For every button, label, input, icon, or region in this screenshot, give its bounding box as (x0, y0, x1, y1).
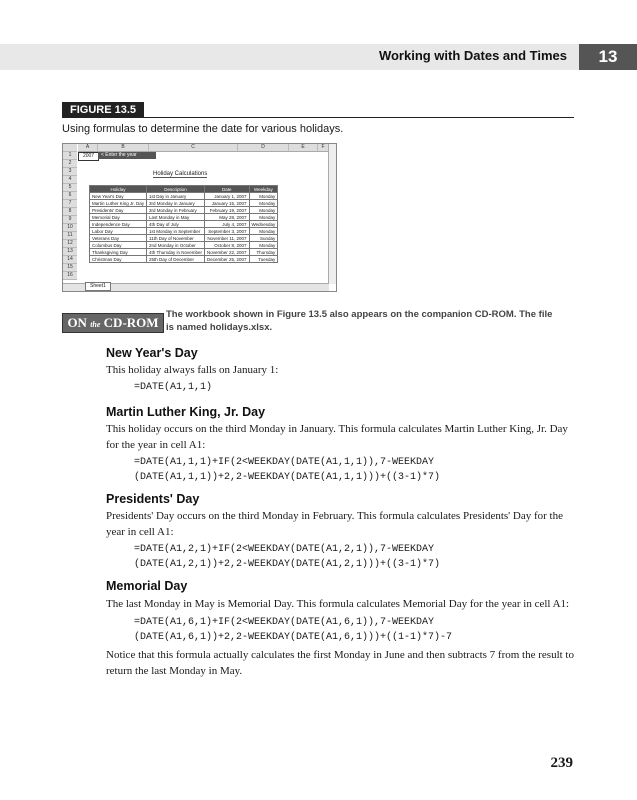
sheet-tab: Sheet1 (85, 282, 111, 291)
table-cell: November 22, 2007 (204, 249, 249, 256)
table-cell: Labor Day (90, 228, 147, 235)
chapter-number: 13 (579, 44, 637, 70)
cdrom-badge-cd: CD-ROM (103, 315, 159, 330)
table-cell: Thursday (249, 249, 278, 256)
closing-paragraph: Notice that this formula actually calculates the first Monday in June and then subtracts 7 from the result to return the last Monday in May. (106, 649, 574, 677)
table-cell: 25th Day of December (147, 256, 205, 263)
figure-rule (62, 117, 574, 118)
table-header: Holiday (90, 186, 147, 193)
table-cell: Last Monday in May (147, 214, 205, 221)
table-cell: 3rd Monday in January (147, 200, 205, 207)
table-cell: October 8, 2007 (204, 242, 249, 249)
table-cell: July 4, 2007 (204, 221, 249, 228)
table-cell: Independence Day (90, 221, 147, 228)
row-number: 4 (63, 176, 77, 184)
page-number: 239 (550, 755, 573, 771)
table-cell: 4th Thursday in November (147, 249, 205, 256)
col-header: B (98, 144, 149, 152)
row-number: 8 (63, 208, 77, 216)
table-cell: Columbus Day (90, 242, 147, 249)
figure-tag: FIGURE 13.5 (62, 102, 144, 118)
spreadsheet-screenshot (62, 143, 337, 292)
row-number: 9 (63, 216, 77, 224)
table-cell: 3rd Monday in February (147, 207, 205, 214)
table-row (90, 200, 278, 207)
table-cell: February 19, 2007 (204, 207, 249, 214)
holiday-table (89, 185, 278, 263)
section-text: The last Monday in May is Memorial Day. This formula calculates Memorial Day for the year in cell A1: (106, 598, 570, 610)
row-number: 6 (63, 192, 77, 200)
table-cell: November 11, 2007 (204, 235, 249, 242)
table-cell: 2nd Monday in October (147, 242, 205, 249)
col-header: D (238, 144, 289, 152)
row-number: 7 (63, 200, 77, 208)
table-cell: Memorial Day (90, 214, 147, 221)
running-header-title: Working with Dates and Times (378, 48, 567, 63)
row-number: 13 (63, 248, 77, 256)
cdrom-badge-on: ON (67, 315, 87, 330)
table-row (90, 235, 278, 242)
table-cell: Monday (249, 207, 278, 214)
col-header: F (318, 144, 329, 152)
table-header: Date (204, 186, 249, 193)
row-number: 3 (63, 168, 77, 176)
table-row (90, 249, 278, 256)
table-cell: Monday (249, 228, 278, 235)
table-row (90, 193, 278, 200)
row-number: 1 (63, 152, 77, 160)
row-number: 11 (63, 232, 77, 240)
col-header: A (78, 144, 98, 152)
table-row (90, 228, 278, 235)
section-heading: Memorial Day (106, 579, 188, 593)
table-cell: 1st Day in January (147, 193, 205, 200)
formula-code: =DATE(A1,1,1)+IF(2<WEEKDAY(DATE(A1,1,1)),7-WEEKDAY (DATE(A1,1,1))+2,2-WEEKDAY(DATE(A1,1,1)))+((3-1)*7) (134, 457, 441, 483)
section-text: This holiday occurs on the third Monday in January. This formula calculates Martin Luther King, Jr. Day for the year in cell A1: (106, 423, 568, 451)
table-row (90, 256, 278, 263)
table-header: Weekday (249, 186, 278, 193)
table-header: Description (147, 186, 205, 193)
table-cell: Thanksgiving Day (90, 249, 147, 256)
cdrom-badge (62, 313, 164, 333)
year-cell: 2007 (78, 152, 99, 161)
table-cell: Monday (249, 193, 278, 200)
section-heading: Presidents' Day (106, 492, 200, 506)
row-number: 2 (63, 160, 77, 168)
sheet-tab-bar (63, 283, 329, 291)
formula-code: =DATE(A1,2,1)+IF(2<WEEKDAY(DATE(A1,2,1)),7-WEEKDAY (DATE(A1,2,1))+2,2-WEEKDAY(DATE(A1,2,1)))+((3-1)*7) (134, 544, 441, 570)
table-row (90, 207, 278, 214)
section-text: Presidents' Day occurs on the third Monday in February. This formula calculates Presidents' Day for the year in cell A1: (106, 510, 563, 538)
row-number: 16 (63, 272, 77, 280)
table-cell: 1st Monday in September (147, 228, 205, 235)
formula-code: =DATE(A1,6,1)+IF(2<WEEKDAY(DATE(A1,6,1)),7-WEEKDAY (DATE(A1,6,1))+2,2-WEEKDAY(DATE(A1,6,1)))+((1-1)*7)-7 (134, 617, 453, 643)
section-text: This holiday always falls on January 1: (106, 364, 279, 376)
row-number: 15 (63, 264, 77, 272)
cdrom-badge-the: the (90, 320, 101, 329)
table-cell: May 28, 2007 (204, 214, 249, 221)
row-number: 10 (63, 224, 77, 232)
table-cell: Presidents' Day (90, 207, 147, 214)
col-header: C (149, 144, 238, 152)
holiday-calculations-title: Holiday Calculations (153, 171, 208, 177)
section-heading: New Year's Day (106, 346, 198, 360)
table-cell: Monday (249, 200, 278, 207)
vertical-scrollbar (328, 144, 336, 284)
cdrom-note: The workbook shown in Figure 13.5 also appears on the companion CD-ROM. The file is named holidays.xlsx. (166, 309, 553, 333)
table-cell: Tuesday (249, 256, 278, 263)
row-number: 14 (63, 256, 77, 264)
row-number: 12 (63, 240, 77, 248)
table-cell: January 1, 2007 (204, 193, 249, 200)
table-cell: Wednesday (249, 221, 278, 228)
table-cell: Monday (249, 242, 278, 249)
figure-caption: Using formulas to determine the date for various holidays. (62, 123, 344, 135)
table-cell: 4th Day of July (147, 221, 205, 228)
formula-code: =DATE(A1,1,1) (134, 382, 213, 393)
section-heading: Martin Luther King, Jr. Day (106, 405, 266, 419)
corner-cell (63, 144, 77, 152)
table-row (90, 221, 278, 228)
table-cell: Veterans Day (90, 235, 147, 242)
row-number: 5 (63, 184, 77, 192)
table-cell: January 15, 2007 (204, 200, 249, 207)
table-row (90, 214, 278, 221)
table-cell: Monday (249, 214, 278, 221)
table-cell: Sunday (249, 235, 278, 242)
table-cell: Christmas Day (90, 256, 147, 263)
enter-year-label: < Enter the year (98, 152, 156, 159)
table-cell: September 3, 2007 (204, 228, 249, 235)
table-cell: 11th Day of November (147, 235, 205, 242)
table-row (90, 242, 278, 249)
table-cell: New Year's Day (90, 193, 147, 200)
table-cell: Martin Luther King Jr. Day (90, 200, 147, 207)
table-cell: December 25, 2007 (204, 256, 249, 263)
col-header: E (289, 144, 318, 152)
